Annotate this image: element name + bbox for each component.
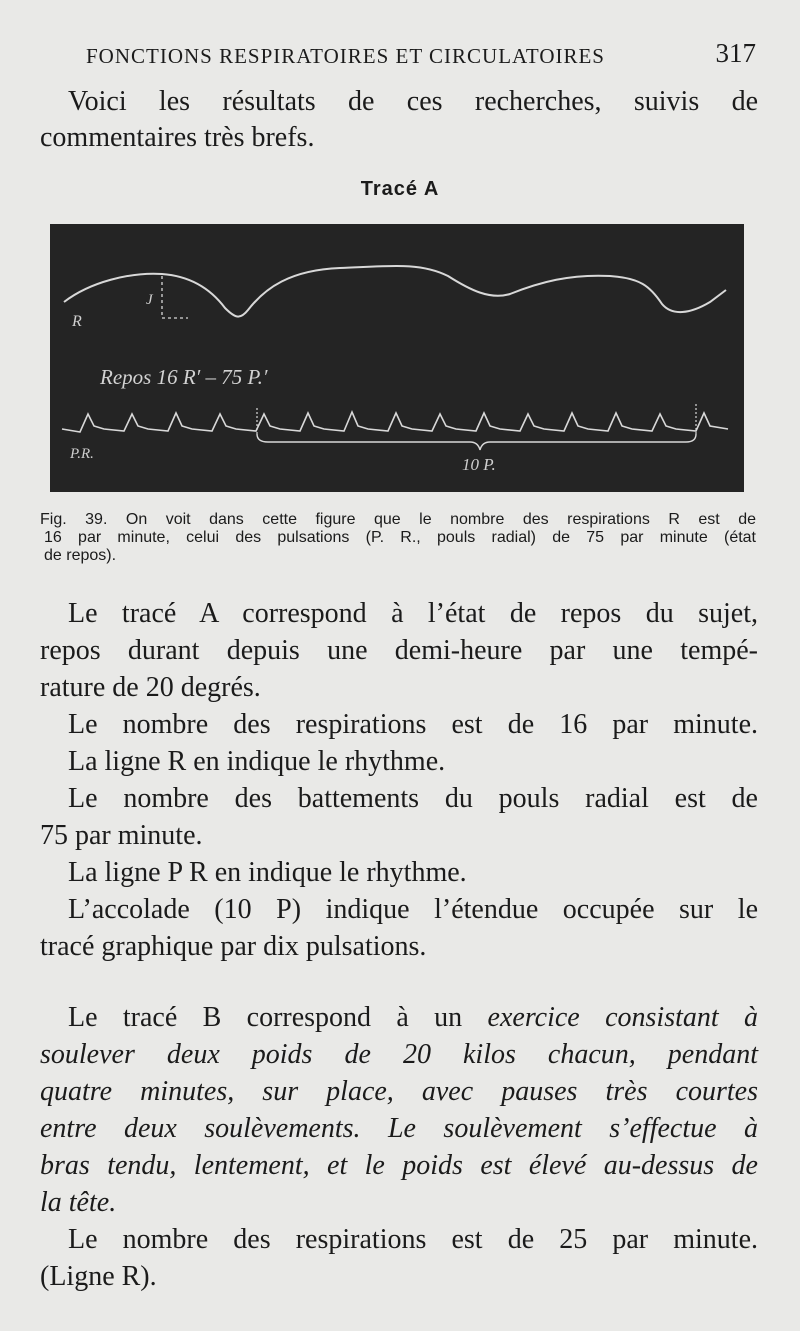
page-header xyxy=(86,38,756,72)
pulse-line xyxy=(62,412,728,432)
paragraph-line: Le nombre des battements du pouls radial est de xyxy=(68,783,758,814)
figure-title: Tracé A xyxy=(360,178,440,200)
paragraph-line: tracé graphique par dix pulsations. xyxy=(40,931,427,962)
label-r: R xyxy=(72,313,82,330)
paragraph-line: Le nombre des respirations est de 16 par minute. xyxy=(68,709,758,740)
paragraph-line: Le nombre des respirations est de 25 par minute. xyxy=(68,1224,758,1255)
paragraph-line: bras tendu, lentement, et le poids est élevé au-dessus de xyxy=(40,1150,758,1181)
label-pr: P.R. xyxy=(70,446,94,462)
intro-paragraph xyxy=(40,84,758,120)
caption-line: Fig. 39. On voit dans cette figure que le nombre des respirations R est de xyxy=(40,511,756,528)
paragraph-line: La ligne P R en indique le rhythme. xyxy=(68,857,467,888)
paragraph-line: Le tracé A correspond à l’état de repos du sujet, xyxy=(68,598,758,629)
paragraph-line xyxy=(40,1000,758,1036)
trace-graphic xyxy=(50,224,744,492)
paragraph-line: La ligne R en indique le rhythme. xyxy=(68,746,446,777)
label-10p: 10 P. xyxy=(462,455,496,474)
label-j: J xyxy=(146,292,153,308)
paragraph-line: rature de 20 degrés. xyxy=(40,672,261,703)
paragraph-line: quatre minutes, sur place, avec pauses très courtes xyxy=(40,1076,758,1107)
caption-line: de repos). xyxy=(44,547,117,564)
paragraph-line: (Ligne R). xyxy=(40,1261,157,1292)
intro-paragraph-end xyxy=(40,120,758,156)
caption-line: 16 par minute, celui des pulsations (P. R., pouls radial) de 75 par minute (état xyxy=(44,529,756,546)
paragraph-text: Le tracé B correspond à un xyxy=(68,1002,488,1033)
brace-10p xyxy=(257,434,696,450)
page-number: 317 xyxy=(715,38,756,68)
running-head: FONCTIONS RESPIRATOIRES ET CIRCULATOIRES xyxy=(86,44,605,68)
paragraph-line: entre deux soulèvements. Le soulèvement s’effectue à xyxy=(40,1113,758,1144)
paragraph-line: la tête. xyxy=(40,1187,117,1218)
paragraph-line: repos durant depuis une demi-heure par une tempé- xyxy=(40,635,758,666)
label-rest: Repos 16 R′ – 75 P.′ xyxy=(100,365,268,389)
intro-line: commentaires très brefs. xyxy=(40,122,315,153)
paragraph-line: 75 par minute. xyxy=(40,820,203,851)
j-marker xyxy=(162,276,188,318)
intro-line: Voici les résultats de ces recherches, suivis de xyxy=(68,86,758,117)
paragraph-text-italic: exercice consistant à xyxy=(487,1002,758,1033)
figure-caption xyxy=(40,511,756,565)
respiration-line xyxy=(64,266,726,317)
paragraph-line: soulever deux poids de 20 kilos chacun, pendant xyxy=(40,1039,758,1070)
paragraph-line: L’accolade (10 P) indique l’étendue occupée sur le xyxy=(68,894,758,925)
figure-trace-a xyxy=(50,224,744,492)
